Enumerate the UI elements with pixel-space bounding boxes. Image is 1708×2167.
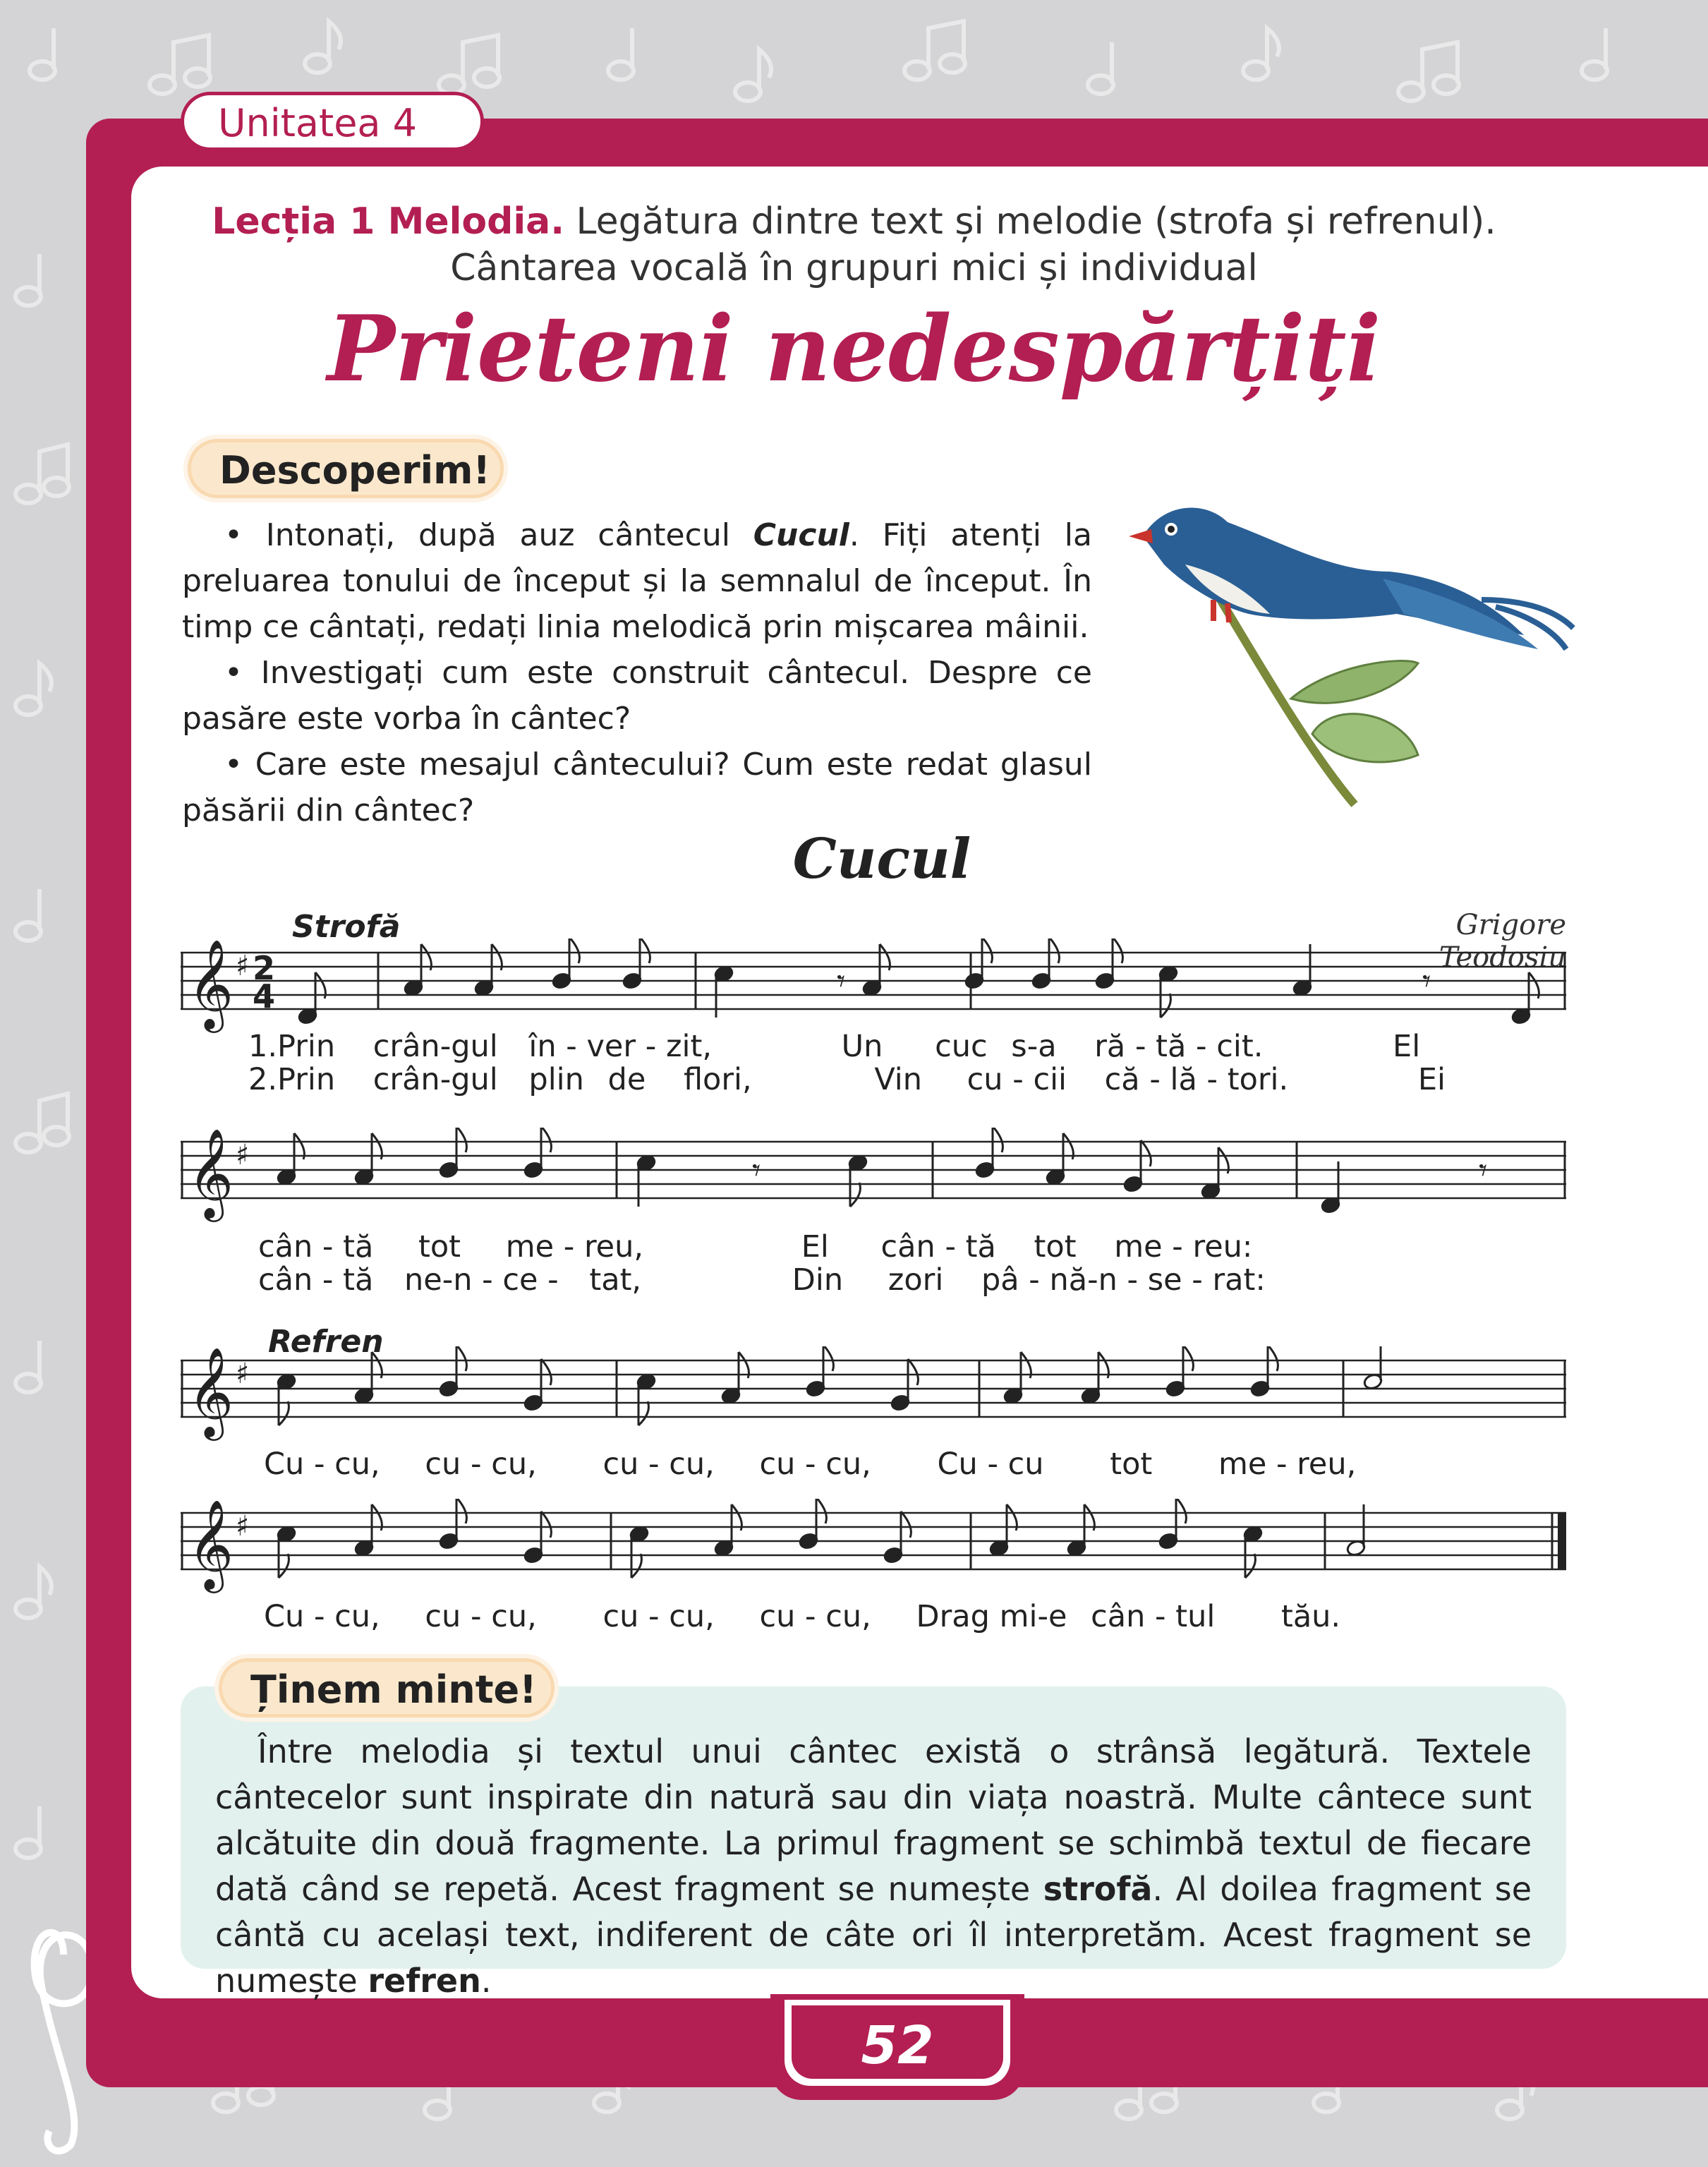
lyric: tul: [1175, 1599, 1216, 1634]
lyric: Ei: [1417, 1062, 1446, 1097]
discover-badge-label: Descoperim!: [219, 448, 491, 493]
lyric: flori,: [683, 1062, 752, 1097]
lyric: Vin: [874, 1062, 922, 1097]
lesson-subtitle-1: Legătura dintre text și melodie (strofa și refrenul).: [564, 200, 1496, 243]
lyrics-row-4: [264, 1599, 1340, 1634]
svg-text:4: 4: [253, 977, 276, 1015]
lyric: ră: [1094, 1029, 1126, 1064]
lyric: tău.: [1280, 1599, 1341, 1634]
treble-clef-icon: 𝄞: [188, 1128, 234, 1218]
lyrics-row-1-verse-2: [248, 1062, 1446, 1097]
sharp-icon: ♯: [236, 1510, 250, 1543]
lyric: me: [505, 1229, 555, 1264]
lyric: tot: [418, 1229, 461, 1264]
discover-paragraph-3: • Care este mesajul cântecului? Cum este redat glasul păsării din cântec?: [182, 747, 1092, 828]
lyric: -: [313, 1599, 325, 1634]
lyric: cu,: [334, 1599, 380, 1634]
lyric: mi-e: [999, 1599, 1067, 1634]
discover-paragraph-2: • Investigați cum este construit cântecul. Despre ce pasăre este vorba în cântec?: [182, 655, 1092, 737]
lyric: Cu: [937, 1447, 978, 1482]
lyric: nă-n: [1049, 1262, 1118, 1298]
lyric: -: [1029, 1262, 1040, 1298]
lyric: de: [607, 1062, 646, 1097]
lyric: cu: [602, 1599, 639, 1634]
lyric: gul: [451, 1062, 498, 1097]
lyric: cu: [759, 1599, 796, 1634]
lyric: tot: [1034, 1229, 1077, 1264]
lyric: -: [482, 1262, 493, 1298]
lyric: lă: [1170, 1062, 1197, 1097]
lyric: gul: [451, 1029, 498, 1064]
remember-text-1: Între melodia și textul unui cântec există o strânsă legătură. Textele cântecelor sunt inspirate din natură sau din viața noastră. Multe cântece sunt alcătuite din două fragmente. La primul fragment se schimbă textul de fiecare dată când se repetă. Acest fragment se numește: [215, 1732, 1532, 1908]
lyric: zori: [888, 1262, 944, 1298]
lyric: -: [313, 1447, 325, 1482]
lyric: -: [648, 1447, 660, 1482]
lyric: cu: [759, 1447, 796, 1482]
treble-clef-icon: 𝄞: [188, 1346, 234, 1437]
lyric: Din: [792, 1262, 844, 1298]
lesson-heading-line1: [0, 200, 1708, 243]
lyric: -: [1012, 1062, 1024, 1097]
lyric: Cu: [264, 1599, 305, 1634]
lyric: reu:: [1192, 1229, 1253, 1264]
discover-paragraph-1: [182, 512, 1092, 650]
lyric: crân: [373, 1029, 440, 1064]
lyric: cuc: [935, 1029, 988, 1064]
lyric: -: [1155, 1599, 1166, 1634]
staff-row-2: [181, 1128, 1570, 1226]
svg-text:𝄾: 𝄾: [752, 1151, 761, 1189]
lyric: tă: [1156, 1029, 1187, 1064]
lyrics-row-2-verse-1: [258, 1229, 1252, 1264]
lyric: cu,: [491, 1599, 537, 1634]
lyric: Drag: [916, 1599, 990, 1634]
lyric: s-a: [1011, 1029, 1057, 1064]
lyric: -: [563, 1229, 575, 1264]
lyric: cu: [1007, 1447, 1044, 1482]
lyric: se: [1147, 1262, 1182, 1298]
remember-text-2: . Al doilea fragment se cântă cu același text, indiferent de câte ori îl interpretăm. Acest fragment se numește: [215, 1870, 1532, 2000]
lyric: cu: [425, 1447, 461, 1482]
lyric: cân: [880, 1229, 935, 1264]
treble-clef-decoration-icon: [35, 1933, 92, 2151]
lyric: -: [470, 1599, 482, 1634]
lyric: cu: [425, 1599, 461, 1634]
remember-badge-label: Ținem minte!: [250, 1667, 537, 1712]
lyrics-row-3: [264, 1447, 1356, 1482]
lyric: -: [987, 1447, 998, 1482]
lyric: -: [322, 1229, 334, 1264]
lyric: -: [945, 1229, 956, 1264]
lyric: -: [322, 1262, 334, 1298]
lyric: -: [1127, 1262, 1139, 1298]
lyric: -: [440, 1029, 452, 1064]
notes: [298, 938, 1539, 1025]
lyric: crân: [373, 1062, 440, 1097]
treble-clef-icon: 𝄞: [188, 1499, 234, 1589]
lyric: -: [1149, 1062, 1161, 1097]
lyric: 1.Prin: [248, 1029, 336, 1064]
lyric: -: [1276, 1447, 1288, 1482]
lyric: că: [1104, 1062, 1140, 1097]
lyric: cu,: [669, 1599, 715, 1634]
remember-badge: [219, 1658, 555, 1718]
lyric: El: [1393, 1029, 1421, 1064]
lyric: cu,: [825, 1599, 871, 1634]
discover-p1-text: • Intonați, după auz cântecul: [224, 517, 753, 553]
lyrics-row-1-verse-1: [248, 1029, 1420, 1064]
lyric: -: [547, 1262, 559, 1298]
bird-illustration: [1101, 487, 1580, 819]
lyric: Un: [841, 1029, 883, 1064]
lyric: me: [1114, 1229, 1163, 1264]
song-title: Cucul: [792, 827, 971, 891]
lyric: El: [801, 1229, 829, 1264]
lyric: -: [1192, 1262, 1203, 1298]
lyric: pâ: [981, 1262, 1019, 1298]
lyric: tă: [343, 1262, 374, 1298]
lyric: tot: [1110, 1447, 1153, 1482]
lyric: -: [1134, 1029, 1146, 1064]
remember-text: [215, 1729, 1532, 2004]
staff-row-4: [181, 1499, 1570, 1598]
lyrics-row-2-verse-2: [258, 1262, 1266, 1298]
lesson-heading-line2: Cântarea vocală în grupuri mici și individual: [450, 247, 1258, 289]
song-composer: Grigore Teodosiu: [1439, 909, 1566, 974]
strofa-label: Strofă: [292, 909, 401, 945]
lyric: reu,: [1297, 1447, 1357, 1482]
refren-label: Refren: [268, 1324, 384, 1360]
lyric: cân: [1091, 1599, 1146, 1634]
staff-row-1: [181, 938, 1570, 1037]
svg-text:𝄾: 𝄾: [1422, 962, 1431, 1000]
lyric: -: [645, 1029, 657, 1064]
lyric: rat:: [1212, 1262, 1266, 1298]
discover-badge: [188, 439, 504, 498]
treble-clef-icon: 𝄞: [188, 938, 234, 1029]
svg-text:𝄾: 𝄾: [1479, 1151, 1488, 1189]
lyric: -: [648, 1599, 660, 1634]
lyric: cân: [258, 1262, 313, 1298]
lyric: cu,: [825, 1447, 871, 1482]
lyric: -: [1172, 1229, 1183, 1264]
lyric: -: [1196, 1029, 1207, 1064]
unit-label: Unitatea 4: [218, 101, 418, 145]
staff-row-3: [181, 1346, 1570, 1445]
svg-text:𝄾: 𝄾: [837, 962, 846, 1000]
sharp-icon: ♯: [236, 950, 250, 982]
lyric: Cu: [264, 1447, 305, 1482]
page-number: 52: [861, 2015, 934, 2076]
remember-term-strofa: strofă: [1043, 1870, 1153, 1908]
lyric: cu: [967, 1062, 1003, 1097]
lyric: cu,: [669, 1447, 715, 1482]
lyric: cu,: [491, 1447, 537, 1482]
discover-p1-song: Cucul: [753, 517, 849, 553]
sharp-icon: ♯: [236, 1358, 250, 1390]
lyric: tă: [343, 1229, 374, 1264]
lyric: cu: [602, 1447, 639, 1482]
lyric: zit,: [665, 1029, 712, 1064]
lyric: -: [805, 1447, 816, 1482]
unit-tab: [181, 92, 484, 151]
lyric: cu,: [334, 1447, 380, 1482]
lyric: cân: [258, 1229, 313, 1264]
lyric: tori.: [1227, 1062, 1289, 1097]
lyric: tat,: [589, 1262, 642, 1298]
lyric: tă: [965, 1229, 996, 1264]
sharp-icon: ♯: [236, 1139, 250, 1171]
lyric: ce: [502, 1262, 538, 1298]
lyric: plin: [528, 1062, 584, 1097]
remember-term-refren: refren: [368, 1962, 481, 2000]
lyric: -: [566, 1029, 577, 1064]
lyric: 2.Prin: [248, 1062, 336, 1097]
page-title: Prieteni nedespărțiți: [327, 296, 1381, 402]
lyric: -: [805, 1599, 816, 1634]
remember-text-3: .: [480, 1962, 492, 2000]
lyric: -: [440, 1062, 452, 1097]
lyric: ver: [586, 1029, 636, 1064]
lyric: me: [1218, 1447, 1267, 1482]
lyric: cit.: [1216, 1029, 1264, 1064]
lyric: -: [1206, 1062, 1218, 1097]
lyric: cii: [1033, 1062, 1067, 1097]
discover-p1-text-after: . Fiți atenți la preluarea tonului de început și la semnalul de început. În timp ce cântați, redați linia melodică prin mișcarea mâinii.: [182, 517, 1092, 645]
lyric: -: [470, 1447, 482, 1482]
time-signature: 2: [253, 949, 276, 987]
lyric: reu,: [583, 1229, 644, 1264]
lyric: ne-n: [404, 1262, 473, 1298]
lesson-number: Lecția 1 Melodia.: [212, 200, 565, 243]
lyric: în: [528, 1029, 557, 1064]
